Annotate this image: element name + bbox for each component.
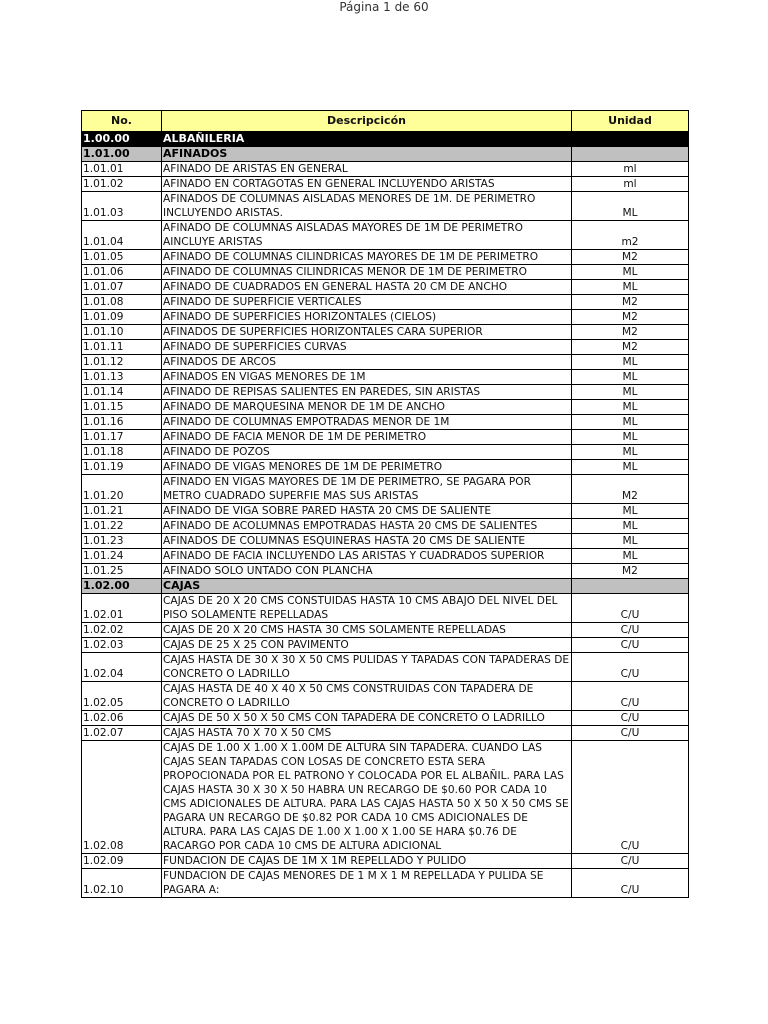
page-number-header: Página 1 de 60 [339, 0, 429, 14]
cell-description[interactable]: CAJAS DE 1.00 X 1.00 X 1.00M DE ALTURA SIN TAPADERA. CUANDO LAS CAJAS SEAN TAPADAS CON LOSAS DE CONCRETO ESTA SERA PROPOCIONADA POR EL PATRONO Y COLOCADA POR EL ALBAÑIL. PARA LAS CAJAS HASTA 30 X 30 X 50 HABRA UN RECARGO DE $0.60 POR CADA 10 CMS ADICIONALES DE ALTURA. PARA LAS CAJAS HASTA 50 X 50 X 50 CMS SE PAGARA UN RECARGO DE $0.82 POR CADA 10 CMS ADICIONALES DE ALTURA. PARA LAS CAJAS DE 1.00 X 1.00 X 1.00 SE HARA $0.76 DE RACARGO POR CADA 10 CMS DE ALTURA ADICIONAL [162, 741, 572, 854]
table-row [82, 177, 689, 192]
table-row [82, 741, 689, 854]
cell-unit[interactable]: M2 [572, 340, 689, 355]
cell-unit[interactable]: ML [572, 385, 689, 400]
cell-number[interactable]: 1.01.05 [82, 250, 162, 265]
cell-unit[interactable]: M2 [572, 310, 689, 325]
cell-unit[interactable]: M2 [572, 325, 689, 340]
cell-unit[interactable]: ML [572, 460, 689, 475]
cell-unit[interactable]: C/U [572, 726, 689, 741]
cell-number[interactable]: 1.01.03 [82, 192, 162, 221]
cell-description[interactable]: FUNDACION DE CAJAS DE 1M X 1M REPELLADO Y PULIDO [162, 854, 572, 869]
cell-number[interactable]: 1.01.25 [82, 564, 162, 579]
cell-number[interactable]: 1.02.01 [82, 594, 162, 623]
cell-description[interactable]: CAJAS DE 25 X 25 CON PAVIMENTO [162, 638, 572, 653]
cell-unit[interactable]: ML [572, 192, 689, 221]
cell-description[interactable]: AFINADO DE VIGA SOBRE PARED HASTA 20 CMS DE SALIENTE [162, 504, 572, 519]
cell-number[interactable]: 1.01.20 [82, 475, 162, 504]
cell-number[interactable]: 1.01.04 [82, 221, 162, 250]
cell-description[interactable]: AFINADO DE MARQUESINA MENOR DE 1M DE ANCHO [162, 400, 572, 415]
table-row [82, 310, 689, 325]
cell-description[interactable]: CAJAS HASTA DE 30 X 30 X 50 CMS PULIDAS Y TAPADAS CON TAPADERAS DE CONCRETO O LADRILLO [162, 653, 572, 682]
cell-unit[interactable]: C/U [572, 682, 689, 711]
cell-description[interactable]: CAJAS HASTA DE 40 X 40 X 50 CMS CONSTRUIDAS CON TAPADERA DE CONCRETO O LADRILLO [162, 682, 572, 711]
cell-description[interactable]: AFINADO DE SUPERFICIE VERTICALES [162, 295, 572, 310]
table-header-row [82, 111, 689, 132]
cell-number[interactable]: 1.01.22 [82, 519, 162, 534]
table-row [82, 280, 689, 295]
table-row [82, 519, 689, 534]
cell-unit[interactable]: ML [572, 265, 689, 280]
cell-unit[interactable]: M2 [572, 564, 689, 579]
cell-unit[interactable]: M2 [572, 475, 689, 504]
cell-number[interactable]: 1.01.24 [82, 549, 162, 564]
cell-unit[interactable] [572, 579, 689, 594]
table-row [82, 869, 689, 898]
cell-number[interactable]: 1.01.11 [82, 340, 162, 355]
cell-unit[interactable]: ML [572, 355, 689, 370]
cell-number[interactable]: 1.02.07 [82, 726, 162, 741]
cell-number[interactable]: 1.01.23 [82, 534, 162, 549]
cell-number[interactable]: 1.02.02 [82, 623, 162, 638]
cell-description[interactable]: AFINADO EN VIGAS MAYORES DE 1M DE PERIMETRO, SE PAGARA POR METRO CUADRADO SUPERFIE MAS SUS ARISTAS [162, 475, 572, 504]
cell-unit[interactable]: C/U [572, 638, 689, 653]
cell-description[interactable]: AFINADOS [162, 147, 572, 162]
cell-description[interactable]: AFINADO DE FACIA INCLUYENDO LAS ARISTAS Y CUADRADOS SUPERIOR [162, 549, 572, 564]
table-row [82, 162, 689, 177]
table-row [82, 430, 689, 445]
cell-number[interactable]: 1.01.10 [82, 325, 162, 340]
table-row [82, 250, 689, 265]
cell-unit[interactable]: C/U [572, 594, 689, 623]
cell-description[interactable]: AFINADO DE COLUMNAS CILINDRICAS MAYORES DE 1M DE PERIMETRO [162, 250, 572, 265]
table-row [82, 711, 689, 726]
table-row [82, 534, 689, 549]
cell-unit[interactable]: ML [572, 519, 689, 534]
cell-number[interactable]: 1.02.00 [82, 579, 162, 594]
cell-unit[interactable]: ML [572, 415, 689, 430]
table-row [82, 653, 689, 682]
cell-description[interactable]: AFINADO EN CORTAGOTAS EN GENERAL INCLUYENDO ARISTAS [162, 177, 572, 192]
cell-description[interactable]: AFINADOS DE COLUMNAS AISLADAS MENORES DE 1M. DE PERIMETRO INCLUYENDO ARISTAS. [162, 192, 572, 221]
section-row [82, 579, 689, 594]
cell-unit[interactable] [572, 147, 689, 162]
table-row [82, 594, 689, 623]
cell-description[interactable]: AFINADO DE ACOLUMNAS EMPOTRADAS HASTA 20 CMS DE SALIENTES [162, 519, 572, 534]
column-header-description[interactable]: Descripcicón [162, 111, 572, 132]
cell-unit[interactable]: ML [572, 370, 689, 385]
cell-number[interactable]: 1.01.14 [82, 385, 162, 400]
cell-description[interactable]: AFINADOS DE COLUMNAS ESQUINERAS HASTA 20 CMS DE SALIENTE [162, 534, 572, 549]
cell-number[interactable]: 1.02.04 [82, 653, 162, 682]
column-header-unit[interactable]: Unidad [572, 111, 689, 132]
cell-unit[interactable]: C/U [572, 623, 689, 638]
table-row [82, 340, 689, 355]
table-row [82, 385, 689, 400]
cell-number[interactable]: 1.01.18 [82, 445, 162, 460]
cell-description[interactable]: CAJAS HASTA 70 X 70 X 50 CMS [162, 726, 572, 741]
cell-number[interactable]: 1.01.12 [82, 355, 162, 370]
cell-description[interactable]: CAJAS DE 20 X 20 CMS HASTA 30 CMS SOLAMENTE REPELLADAS [162, 623, 572, 638]
price-table [81, 110, 689, 898]
cell-description[interactable]: AFINADO DE REPISAS SALIENTES EN PAREDES, SIN ARISTAS [162, 385, 572, 400]
cell-description[interactable]: AFINADOS EN VIGAS MENORES DE 1M [162, 370, 572, 385]
table-row [82, 221, 689, 250]
table-row [82, 638, 689, 653]
table-row [82, 295, 689, 310]
cell-unit[interactable]: C/U [572, 869, 689, 898]
cell-number[interactable]: 1.01.17 [82, 430, 162, 445]
cell-description[interactable]: AFINADO SOLO UNTADO CON PLANCHA [162, 564, 572, 579]
cell-description[interactable]: AFINADOS DE ARCOS [162, 355, 572, 370]
table-row [82, 682, 689, 711]
table-row [82, 400, 689, 415]
table-row [82, 726, 689, 741]
table-row [82, 192, 689, 221]
column-header-no[interactable]: No. [82, 111, 162, 132]
table-row [82, 460, 689, 475]
cell-number[interactable]: 1.01.19 [82, 460, 162, 475]
cell-description[interactable]: FUNDACION DE CAJAS MENORES DE 1 M X 1 M REPELLADA Y PULIDA SE PAGARA A: [162, 869, 572, 898]
section-row [82, 132, 689, 147]
cell-unit[interactable]: ml [572, 162, 689, 177]
cell-unit[interactable]: m2 [572, 221, 689, 250]
table-row [82, 564, 689, 579]
cell-unit[interactable]: ML [572, 430, 689, 445]
cell-description[interactable]: AFINADO DE SUPERFICIES HORIZONTALES (CIELOS) [162, 310, 572, 325]
cell-number[interactable]: 1.01.13 [82, 370, 162, 385]
cell-number[interactable]: 1.01.01 [82, 162, 162, 177]
cell-unit[interactable]: ml [572, 177, 689, 192]
table-row [82, 623, 689, 638]
cell-description[interactable]: AFINADO DE COLUMNAS EMPOTRADAS MENOR DE 1M [162, 415, 572, 430]
table-row [82, 445, 689, 460]
cell-number[interactable]: 1.01.16 [82, 415, 162, 430]
cell-unit[interactable]: M2 [572, 250, 689, 265]
cell-description[interactable]: AFINADOS DE SUPERFICIES HORIZONTALES CARA SUPERIOR [162, 325, 572, 340]
table-row [82, 265, 689, 280]
cell-description[interactable]: AFINADO DE COLUMNAS AISLADAS MAYORES DE 1M DE PERIMETRO AINCLUYE ARISTAS [162, 221, 572, 250]
cell-unit[interactable]: ML [572, 400, 689, 415]
cell-description[interactable]: AFINADO DE SUPERFICIES CURVAS [162, 340, 572, 355]
cell-number[interactable]: 1.01.15 [82, 400, 162, 415]
cell-number[interactable]: 1.01.00 [82, 147, 162, 162]
cell-description[interactable]: CAJAS DE 20 X 20 CMS CONSTUIDAS HASTA 10 CMS ABAJO DEL NIVEL DEL PISO SOLAMENTE REPELLADAS [162, 594, 572, 623]
cell-number[interactable]: 1.02.08 [82, 741, 162, 854]
cell-number[interactable]: 1.02.05 [82, 682, 162, 711]
cell-number[interactable]: 1.00.00 [82, 132, 162, 147]
cell-unit[interactable]: ML [572, 504, 689, 519]
cell-unit[interactable]: ML [572, 280, 689, 295]
cell-unit[interactable]: M2 [572, 295, 689, 310]
cell-number[interactable]: 1.01.08 [82, 295, 162, 310]
cell-number[interactable]: 1.02.10 [82, 869, 162, 898]
cell-unit[interactable]: C/U [572, 741, 689, 854]
table-row [82, 415, 689, 430]
cell-unit[interactable] [572, 132, 689, 147]
cell-description[interactable]: AFINADO DE FACIA MENOR DE 1M DE PERIMETRO [162, 430, 572, 445]
cell-number[interactable]: 1.02.06 [82, 711, 162, 726]
table-row [82, 854, 689, 869]
table-row [82, 549, 689, 564]
table-row [82, 355, 689, 370]
section-row [82, 147, 689, 162]
cell-description[interactable]: AFINADO DE ARISTAS EN GENERAL [162, 162, 572, 177]
cell-unit[interactable]: ML [572, 549, 689, 564]
cell-description[interactable]: AFINADO DE POZOS [162, 445, 572, 460]
cell-unit[interactable]: C/U [572, 854, 689, 869]
cell-number[interactable]: 1.01.06 [82, 265, 162, 280]
cell-unit[interactable]: ML [572, 534, 689, 549]
cell-description[interactable]: CAJAS [162, 579, 572, 594]
cell-number[interactable]: 1.01.02 [82, 177, 162, 192]
table-row [82, 504, 689, 519]
table-row [82, 370, 689, 385]
cell-number[interactable]: 1.02.03 [82, 638, 162, 653]
cell-number[interactable]: 1.01.07 [82, 280, 162, 295]
cell-unit[interactable]: C/U [572, 711, 689, 726]
table-row [82, 325, 689, 340]
cell-description[interactable]: AFINADO DE COLUMNAS CILINDRICAS MENOR DE 1M DE PERIMETRO [162, 265, 572, 280]
cell-description[interactable]: ALBAÑILERIA [162, 132, 572, 147]
cell-description[interactable]: AFINADO DE VIGAS MENORES DE 1M DE PERIMETRO [162, 460, 572, 475]
cell-number[interactable]: 1.01.21 [82, 504, 162, 519]
cell-unit[interactable]: ML [572, 445, 689, 460]
cell-unit[interactable]: C/U [572, 653, 689, 682]
cell-description[interactable]: CAJAS DE 50 X 50 X 50 CMS CON TAPADERA DE CONCRETO O LADRILLO [162, 711, 572, 726]
cell-number[interactable]: 1.02.09 [82, 854, 162, 869]
cell-number[interactable]: 1.01.09 [82, 310, 162, 325]
cell-description[interactable]: AFINADO DE CUADRADOS EN GENERAL HASTA 20 CM DE ANCHO [162, 280, 572, 295]
table-row [82, 475, 689, 504]
table-body [82, 132, 689, 898]
